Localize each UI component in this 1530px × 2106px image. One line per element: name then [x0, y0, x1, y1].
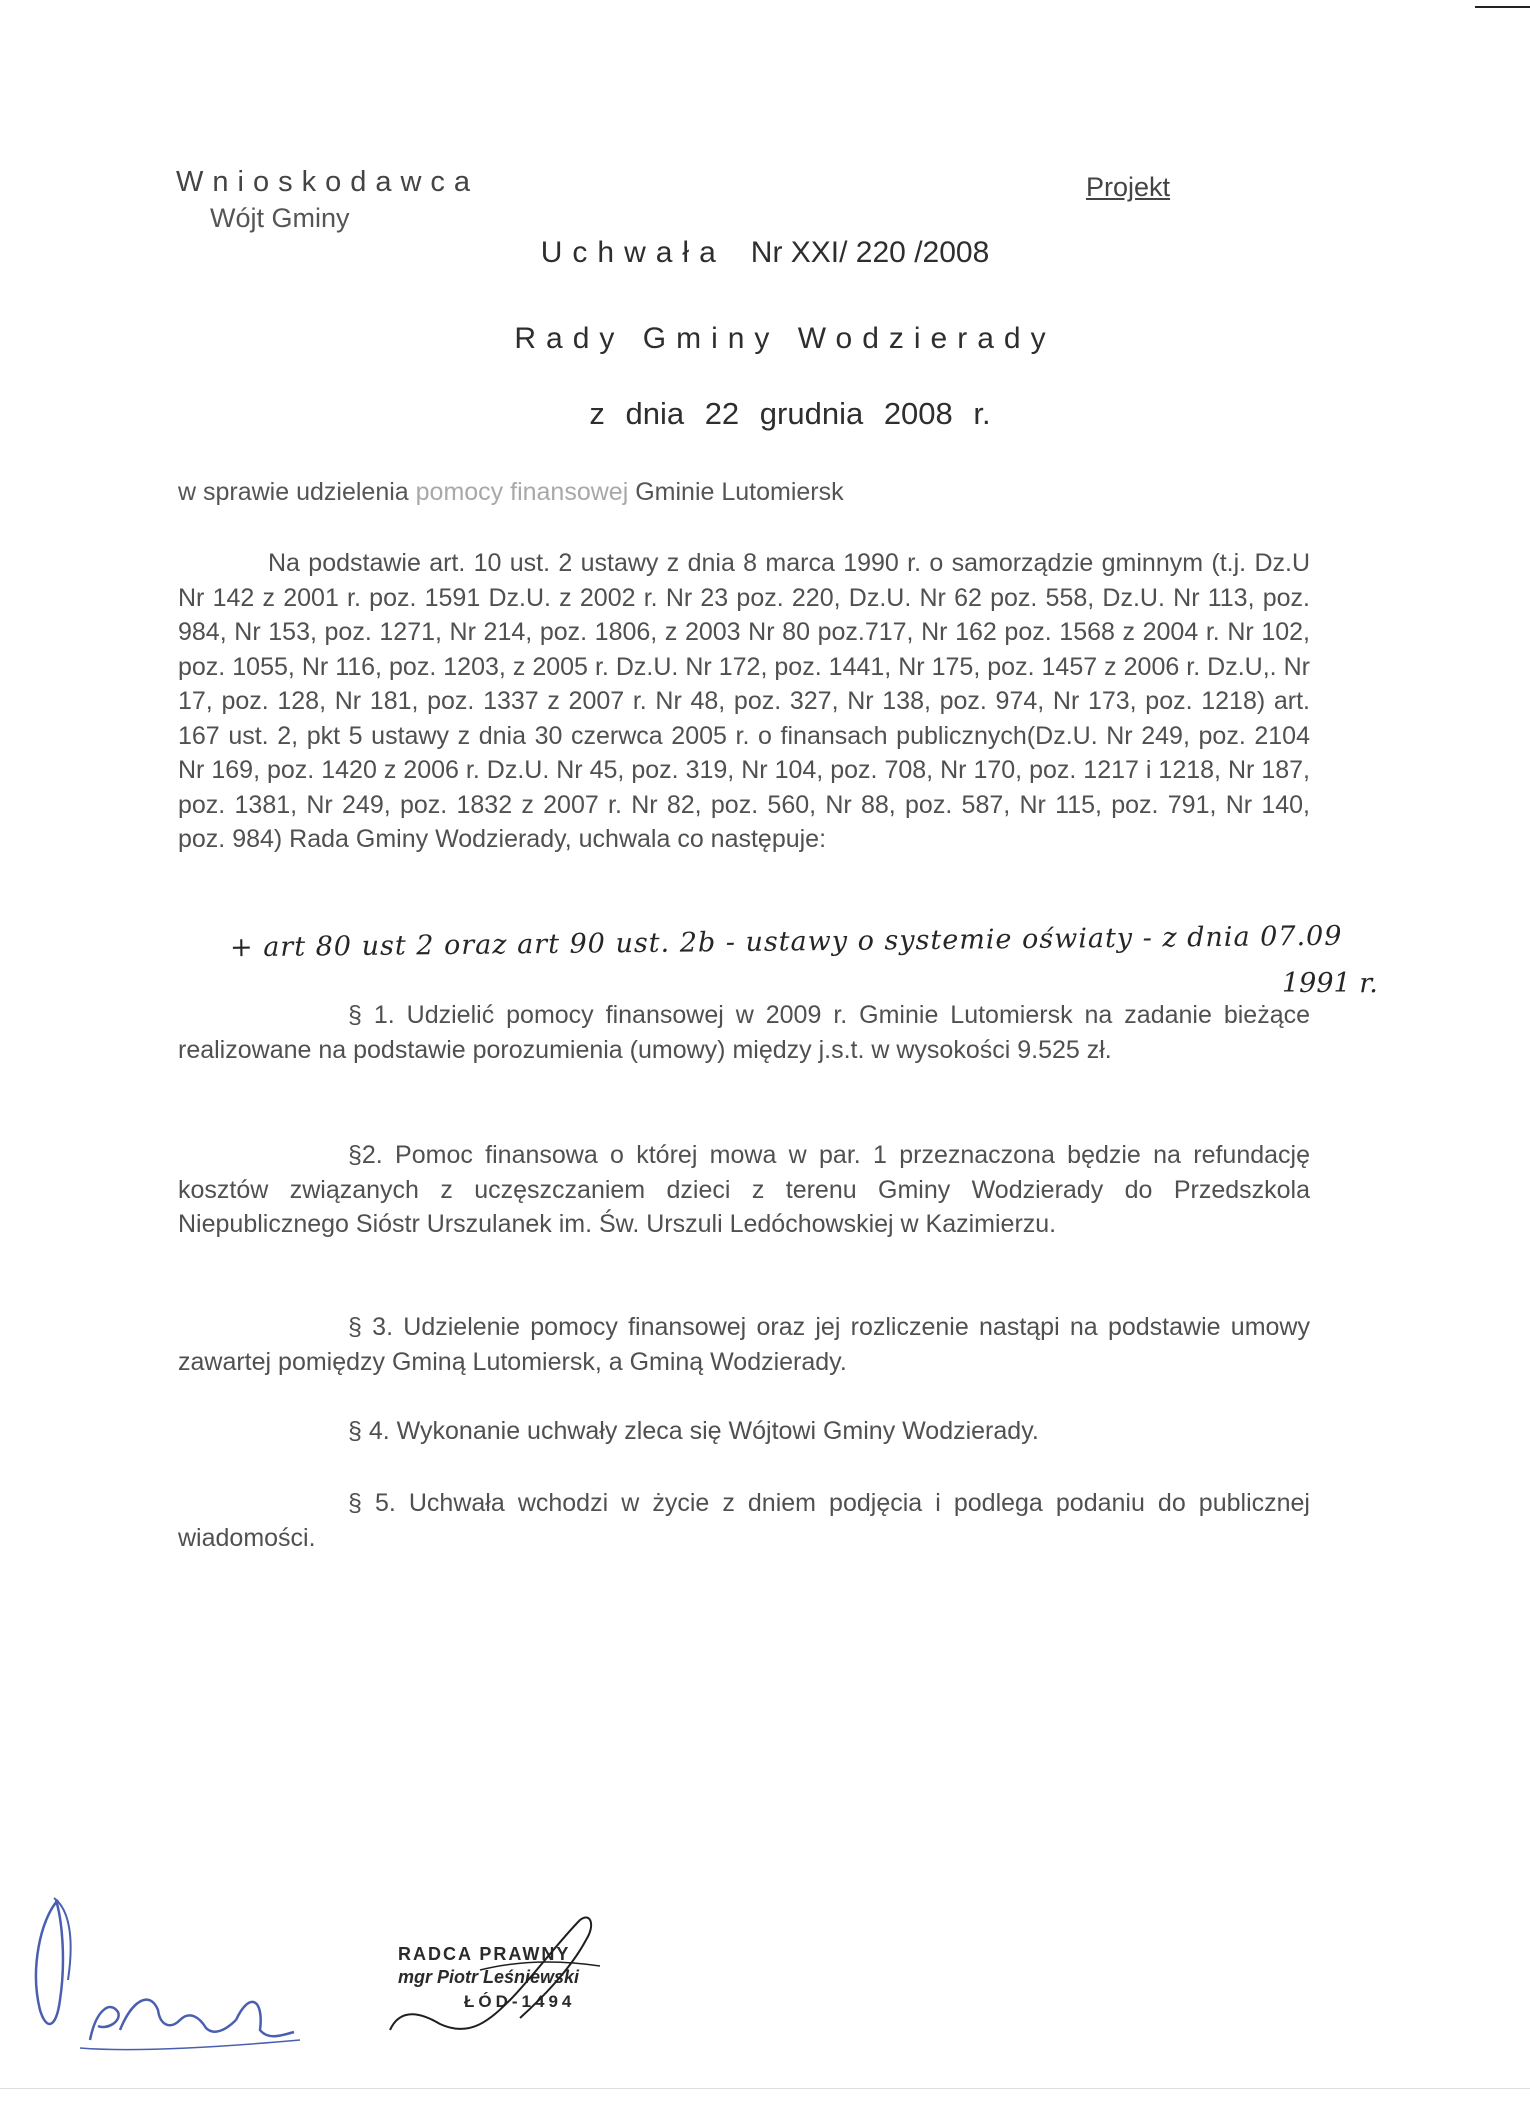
section-2: §2. Pomoc finansowa o której mowa w par. 1 przeznaczona będzie na refundację kosztów związanych z uczęszczaniem dzieci z terenu Gminy Wodzierady do Przedszkola Niepublicznego Sióstr Urszulanek im. Św. Urszuli Ledóchowskiej w Kazimierzu.	[178, 1141, 1310, 1238]
resolution-number: Nr XXI/ 220 /2008	[750, 236, 990, 269]
handwritten-annotation: + art 80 ust 2 oraz art 90 ust. 2b - ustawy o systemie oświaty - z dnia 07.09	[229, 920, 1343, 964]
subject-faint: pomocy finansowej	[415, 478, 629, 506]
section-1: § 1. Udzielić pomocy finansowej w 2009 r. Gminie Lutomiersk na zadanie bieżące realizowane na podstawie porozumienia (umowy) między j.s.t. w wysokości 9.525 zł.	[178, 1001, 1310, 1064]
council-name: Rady Gminy Wodzierady	[514, 322, 1056, 355]
stamp-registration: ŁÓD-1494	[464, 1992, 576, 2011]
section-4: § 4. Wykonanie uchwały zleca się Wójtowi Gminy Wodzierady.	[348, 1417, 1039, 1445]
applicant-label: Wnioskodawca	[176, 166, 480, 198]
subject-suffix: Gminie Lutomiersk	[635, 478, 844, 506]
legal-basis-paragraph: Na podstawie art. 10 ust. 2 ustawy z dnia 8 marca 1990 r. o samorządzie gminnym (t.j. Dz.U Nr 142 z 2001 r. poz. 1591 Dz.U. z 2002 r. Nr 23 poz. 220, Dz.U. Nr 62 poz. 558, Dz.U. Nr 113, poz. 984, Nr 153, poz. 1271, Nr 214, poz. 1806, z 2003 Nr 80 poz.717, Nr 162 poz. 1568 z 2004 r. Nr 102, poz. 1055, Nr 116, poz. 1203, z 2005 r. Dz.U. Nr 172, poz. 1441, Nr 175, poz. 1457 z 2006 r. Dz.U,. Nr 17, poz. 128, Nr 181, poz. 1337 z 2007 r. Nr 48, poz. 327, Nr 138, poz. 974, Nr 173, poz. 1218) art. 167 ust. 2, pkt 5 ustawy z dnia 30 czerwca 2005 r. o finansach publicznych(Dz.U. Nr 249, poz. 2104 Nr 169, poz. 1420 z 2006 r. Dz.U. Nr 45, poz. 319, Nr 104, poz. 708, Nr 170, poz. 1217 i 1218, Nr 187, poz. 1381, Nr 249, poz. 1832 z 2007 r. Nr 82, poz. 560, Nr 88, poz. 587, Nr 115, poz. 791, Nr 140, poz. 984) Rada Gminy Wodzierady, uchwala co następuje:	[178, 549, 1310, 853]
subject-prefix: w sprawie udzielenia	[178, 478, 409, 506]
signature-left	[10, 1880, 310, 2070]
scan-edge-mark	[1475, 6, 1530, 8]
resolution-word: Uchwała	[540, 236, 726, 269]
section-3: § 3. Udzielenie pomocy finansowej oraz jej rozliczenie nastąpi na podstawie umowy zawartej pomiędzy Gminą Lutomiersk, a Gminą Wodzierady.	[178, 1313, 1310, 1376]
section-5: § 5. Uchwała wchodzi w życie z dniem podjęcia i podlega podaniu do publicznej wiadomości.	[178, 1489, 1310, 1552]
subject-line	[178, 478, 844, 507]
resolution-title	[0, 236, 1530, 270]
stamp-signature	[380, 1900, 640, 2050]
resolution-date: z dnia 22 grudnia 2008 r.	[589, 396, 991, 431]
applicant-name: Wójt Gminy	[210, 203, 350, 233]
scan-bottom-edge	[0, 2088, 1530, 2089]
stamp-title: RADCA PRAWNY	[398, 1944, 571, 1964]
stamp-name: mgr Piotr Leśniewski	[398, 1967, 580, 1987]
handwritten-annotation-year: 1991 r.	[1282, 968, 1378, 999]
draft-status: Projekt	[1086, 172, 1171, 202]
